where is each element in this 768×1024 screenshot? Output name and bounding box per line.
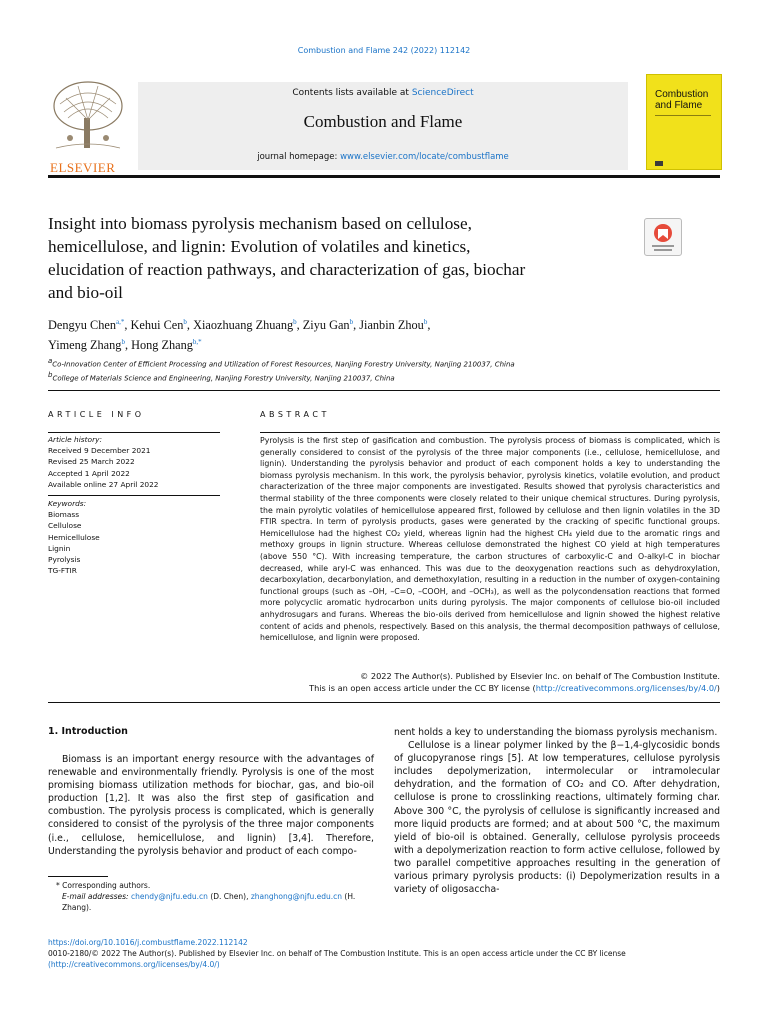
author-name[interactable]: Ziyu Gan <box>302 318 350 333</box>
keywords-label: Keywords: <box>48 499 87 508</box>
abstract-body: Pyrolysis is the first step of gasification and combustion. The pyrolysis process of biomass is complicated, which is generally considered to consist of the pyrolysis of the three major components (i.e., cellulose, hemicellulose, and lignin). Understanding the pyrolysis behavior and product of each component holds a key to understanding the biomass pyrolysis mechanism. In this work, the pyrolysis behavior, pyrolysis kinetics, volatile evolution, and product characterization of the three major components are investigated. Results showed that pyrolysis characteristics and thermal stability of the three components were closely related to their unique chemical structures. During pyrolysis, the main pyrolytic volatiles of hemicellulose appeared first, followed by cellulose and then lignin volatiles in the 3D FTIR spectra. In term of pyrolysis products, gases were generated by the cracking of specific functional groups. Hemicellulose had the highest CO₂ yield, whereas lignin had the highest CH₄ yield due to the aromatic rings and methoxy groups in lignin structure. Whereas cellulose demonstrated the highest CO yield at high temperatures (above 550 °C). With increasing temperature, the carbon structures of carboxylic-C and O-alkyl-C in biochar decreased, while aryl-C was enhanced. This was due to the deoxygenation reactions such as dehydroxylation, decarboxylation, decarbonylation, and demethoxylation, resulting in a reduction in the number of oxygen-containing functional groups (such as –OH, –C=O, –COOH, and –OCH₃), as well as the polycondensation reactions that formed more polycyclic aromatic hydrocarbon units during pyrolysis. The major components of cellulose bio-oil included anhydrosugars and furans. Whereas the bio-oils derived from hemicellulose and lignin showed the highest relative content of acids and phenols, respectively. Based on this analysis, the thermal decomposition pathways of cellulose, hemicellulose, and lignin were proposed. <box>260 436 720 643</box>
cover-title-line-2: and Flame <box>655 100 703 111</box>
history-item: Received 9 December 2021 <box>48 446 151 456</box>
sciencedirect-link[interactable]: ScienceDirect <box>411 88 474 98</box>
homepage-prefix: journal homepage: <box>257 152 338 162</box>
abstract-bottom-rule <box>48 702 720 703</box>
contents-prefix: Contents lists available at <box>292 88 409 98</box>
author-affiliation-mark[interactable]: b <box>349 318 354 326</box>
info-rule <box>48 432 220 433</box>
journal-cover[interactable] <box>646 74 722 170</box>
keyword: Biomass <box>48 510 80 520</box>
bottom-license-link[interactable]: (http://creativecommons.org/licenses/by/4.0/) <box>48 960 220 969</box>
publisher-name: ELSEVIER <box>50 160 116 175</box>
cover-rule <box>655 115 711 116</box>
keyword: Lignin <box>48 543 71 553</box>
title-line: hemicellulose, and lignin: Evolution of volatiles and kinetics, <box>48 237 471 256</box>
cover-logo-mark <box>655 161 663 166</box>
license-line <box>260 682 720 694</box>
masthead <box>48 74 630 174</box>
keyword: Hemicellulose <box>48 532 100 542</box>
author-name[interactable]: Yimeng Zhang <box>48 338 122 353</box>
license-suffix: ) <box>716 683 720 693</box>
cover-title <box>655 89 708 111</box>
license-link[interactable]: http://creativecommons.org/licenses/by/4.0/ <box>535 683 717 693</box>
bottom-info <box>48 937 720 970</box>
article-title <box>48 212 638 304</box>
author-affiliation-mark[interactable]: b,* <box>192 338 202 347</box>
affiliation-rule <box>48 390 720 391</box>
email-link[interactable]: zhanghong@njfu.edu.cn <box>250 892 343 901</box>
footnotes <box>48 880 374 913</box>
corresponding-note: * Corresponding authors. <box>56 881 151 890</box>
intro-left-column <box>48 753 374 858</box>
author-name[interactable]: Kehui Cen <box>130 318 184 333</box>
author-name[interactable]: Dengyu Chen <box>48 318 116 333</box>
intro-paragraph: Biomass is an important energy resource with the advantages of renewable and environmentally friendly. Pyrolysis is one of the most promising biomass utilization methods for biochar, gas, and bio-oil production [1,2]. It was also the first step of gasification and combustion. The pyrolysis process is complicated, which is generally considered to consist of the pyrolysis of the three major components (i.e., cellulose, hemicellulose, and lignin) [3,4]. Therefore, Understanding the pyrolysis behavior and product of each compo- <box>48 754 374 857</box>
masthead-rule <box>48 175 720 178</box>
abstract-copyright <box>260 670 720 694</box>
article-info-heading: ARTICLE INFO <box>48 410 145 419</box>
doi-link[interactable]: https://doi.org/10.1016/j.combustflame.2022.112142 <box>48 938 248 947</box>
author-affiliation-mark[interactable]: b <box>183 318 187 326</box>
history-label: Article history: <box>48 435 102 444</box>
bookmark-icon <box>645 219 681 255</box>
license-prefix: This is an open access article under the CC BY license ( <box>309 683 536 693</box>
author-affiliation-mark[interactable]: b <box>293 318 297 326</box>
author-affiliation-mark[interactable]: b <box>423 318 428 326</box>
keywords-rule <box>48 495 220 496</box>
affiliation-a: $^a$Co-Innovation Center of Efficient Processing and Utilization of Forest Resources, Nanjing Forestry University, Nanjing 210037, China <box>48 357 515 369</box>
homepage-line <box>138 152 628 162</box>
abstract-rule <box>260 432 720 433</box>
abstract-heading: ABSTRACT <box>260 410 330 419</box>
keyword: Pyrolysis <box>48 555 81 565</box>
author-affiliation-mark[interactable]: a,* <box>115 318 125 326</box>
email-label: E-mail addresses: <box>62 892 129 901</box>
email-link[interactable]: chendy@njfu.edu.cn <box>130 892 208 901</box>
title-line: elucidation of reaction pathways, and characterization of gas, biochar <box>48 260 526 279</box>
elsevier-logo <box>48 80 128 174</box>
email-line <box>48 891 374 913</box>
keywords <box>48 498 220 576</box>
cover-title-line-1: Combustion <box>655 89 709 100</box>
journal-name: Combustion and Flame <box>303 112 463 131</box>
history-item: Revised 25 March 2022 <box>48 457 135 467</box>
issn-line: 0010-2180/© 2022 The Author(s). Published by Elsevier Inc. on behalf of The Combustion Institute. This is an open access article under the CC BY license <box>48 949 626 958</box>
history-item: Available online 27 April 2022 <box>48 479 159 489</box>
author-name[interactable]: Jianbin Zhou <box>359 318 424 333</box>
keyword: Cellulose <box>48 521 82 531</box>
affiliation-b-text: College of Materials Science and Engineering, Nanjing Forestry University, Nanjing 210037, China <box>52 374 395 383</box>
contents-line <box>138 88 628 98</box>
journal-citation[interactable]: Combustion and Flame 242 (2022) 112142 <box>297 46 471 55</box>
intro-paragraph: nent holds a key to understanding the biomass pyrolysis mechanism. <box>394 727 718 738</box>
author-list: Dengyu Chen$^{a,*}$, Kehui Cen$^b$, Xiaozhuang Zhuang$^b$, Ziyu Gan$^b$, Jianbin Zhou$^b$, Yimeng Zhang$^b$, Hong Zhang$^{b,*}$ <box>48 318 431 353</box>
email-owner: (H. Zhang). <box>62 892 356 912</box>
affiliation-b: $^b$College of Materials Science and Engineering, Nanjing Forestry University, Nanjing 210037, China <box>48 371 395 383</box>
copyright-line: © 2022 The Author(s). Published by Elsevier Inc. on behalf of The Combustion Institute. <box>360 671 720 681</box>
article-history <box>48 434 220 490</box>
title-line: Insight into biomass pyrolysis mechanism based on cellulose, <box>48 214 472 233</box>
affiliation-a-text: Co-Innovation Center of Efficient Processing and Utilization of Forest Resources, Nanjing Forestry University, Nanjing 210037, China <box>52 360 515 369</box>
intro-right-column <box>394 726 720 896</box>
author-name[interactable]: Xiaozhuang Zhuang <box>193 318 294 333</box>
title-line: and bio-oil <box>48 283 123 302</box>
intro-heading: 1. Introduction <box>48 726 128 737</box>
intro-paragraph: Cellulose is a linear polymer linked by the β−1,4-glycosidic bonds of glucopyranose rings [5]. At low temperatures, cellulose pyrolysis includes depolymerization, intermolecular or intramolecular dehydration, and the formation of CO₂ and CO. After dehydration, cellulose is prone to crosslinking reactions, ultimately forming char. Above 300 °C, the pyrolysis of cellulose is significantly increased and more liquid products are formed; and at about 500 °C, the maximum yield of bio-oil is obtained. Generally, cellulose pyrolysis proceeds with a depolymerization reaction to form active cellulose, followed by two parallel competitive approaches resulting in the generation of various primary pyrolysis products: (i) Depolymerization results in a variety of oligosaccha- <box>394 740 720 896</box>
email-owner: (D. Chen), <box>210 892 249 901</box>
elsevier-tree-icon <box>48 80 128 158</box>
affiliations <box>48 356 688 385</box>
homepage-link[interactable]: www.elsevier.com/locate/combustflame <box>340 152 509 162</box>
footnote-rule <box>48 876 108 877</box>
journal-banner <box>138 82 628 170</box>
keyword: TG-FTIR <box>48 566 77 576</box>
author-affiliation-mark[interactable]: b <box>121 338 125 347</box>
check-for-updates-button[interactable] <box>644 218 682 256</box>
history-item: Accepted 1 April 2022 <box>48 468 130 478</box>
author-name[interactable]: Hong Zhang <box>131 338 193 353</box>
